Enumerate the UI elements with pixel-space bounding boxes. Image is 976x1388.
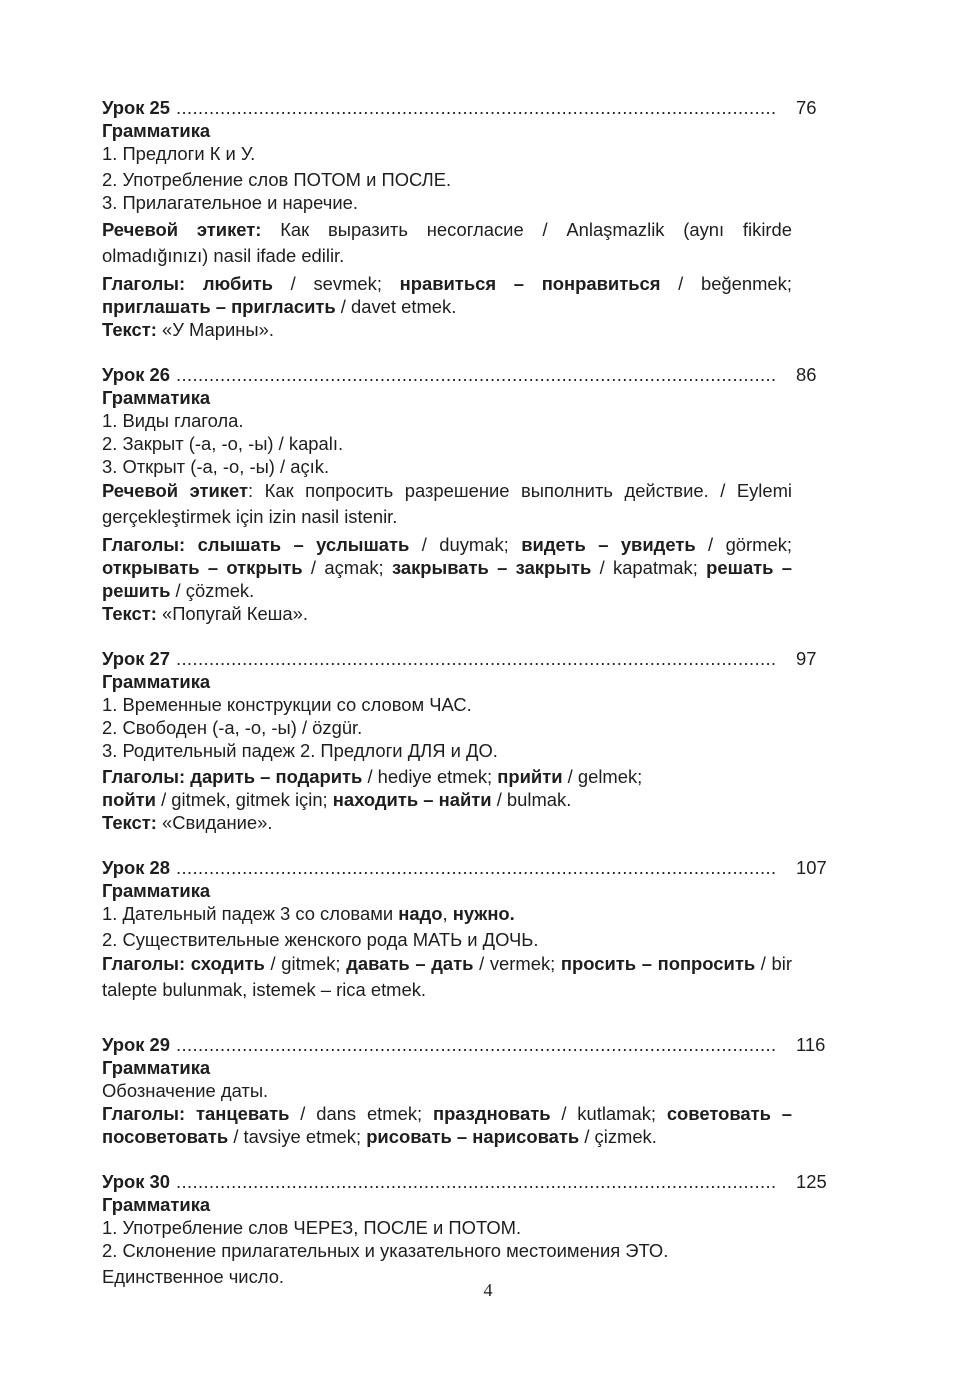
leader-dots <box>176 1170 776 1193</box>
grammar-separator: , <box>442 903 453 924</box>
lesson-page-number: 107 <box>796 857 827 878</box>
lesson-page-number: 97 <box>796 648 817 669</box>
verbs-label: Глаголы: <box>102 766 186 787</box>
lesson-30 <box>102 1170 844 1288</box>
grammar-item <box>102 902 844 925</box>
speech-etiquette <box>102 217 792 269</box>
etiquette-text: Как выразить несогласие / Anlaşmazlik (aynı fikirde olmadığınızı) nasil ifade edilir. <box>102 219 792 266</box>
text-label: Текст: <box>102 812 157 833</box>
lesson-page-number: 125 <box>796 1171 827 1192</box>
lesson-25 <box>102 96 844 341</box>
etiquette-label: Речевой этикет <box>102 480 249 501</box>
grammar-item: 2. Существительные женского рода МАТЬ и ДОЧЬ. <box>102 929 539 950</box>
verbs-label: Глаголы: <box>102 1103 186 1124</box>
verbs-label: Глаголы: <box>102 953 186 974</box>
grammar-item: 1. Употребление слов ЧЕРЕЗ, ПОСЛЕ и ПОТОМ. <box>102 1217 522 1238</box>
grammar-item: 2. Закрыт (-а, -о, -ы) / kapalı. <box>102 433 344 454</box>
verb-ru: пойти <box>102 789 156 810</box>
verbs <box>102 765 844 788</box>
grammar-item: 2. Употребление слов ПОТОМ и ПОСЛЕ. <box>102 169 452 190</box>
lesson-text <box>102 811 844 834</box>
verb-ru: нравиться – понравиться <box>399 273 661 294</box>
verbs <box>102 951 792 1003</box>
etiquette-text: : Как попросить разрешение выполнить действие. / Eylemi gerçekleştirmek için izin nasil istenir. <box>102 480 793 527</box>
verb-ru: советовать – посоветовать <box>102 1103 792 1147</box>
lesson-text <box>102 318 844 341</box>
lesson-heading[interactable] <box>102 96 844 119</box>
lesson-heading[interactable] <box>102 1033 844 1056</box>
lesson-title: Урок 25 <box>102 97 170 118</box>
grammar-item: 1. Временные конструкции со словом ЧАС. <box>102 694 472 715</box>
grammar-heading: Грамматика <box>102 1194 211 1215</box>
lesson-29 <box>102 1033 844 1148</box>
grammar-item: 1. Виды глагола. <box>102 410 244 431</box>
verbs <box>102 272 792 318</box>
lesson-text <box>102 602 844 625</box>
grammar-item: 3. Родительный падеж 2. Предлоги ДЛЯ и ДО. <box>102 740 498 761</box>
leader-dots <box>176 1033 776 1056</box>
lesson-heading[interactable] <box>102 1170 844 1193</box>
etiquette-label: Речевой этикет: <box>102 219 262 240</box>
lesson-page-number: 76 <box>796 97 817 118</box>
verb-tr: / tavsiye etmek; <box>228 1126 367 1147</box>
verb-tr: / beğenmek; <box>660 273 792 294</box>
lesson-page-number: 86 <box>796 364 817 385</box>
speech-etiquette <box>102 478 792 530</box>
verb-ru: видеть – увидеть <box>521 534 696 555</box>
lesson-title: Урок 27 <box>102 648 170 669</box>
lesson-title: Урок 30 <box>102 1171 170 1192</box>
verb-ru: находить – найти <box>332 789 492 810</box>
grammar-heading: Грамматика <box>102 880 211 901</box>
verb-tr: / gitmek, gitmek için; <box>155 789 333 810</box>
grammar-item-text: 1. Дательный падеж 3 со словами <box>102 903 399 924</box>
verbs <box>102 788 844 811</box>
verb-ru: открывать – открыть <box>102 557 303 578</box>
grammar-heading: Грамматика <box>102 1057 211 1078</box>
lesson-page-number: 116 <box>796 1034 826 1055</box>
grammar-keyword: надо <box>398 903 443 924</box>
grammar-item: 3. Открыт (-а, -о, -ы) / açık. <box>102 456 330 477</box>
verb-ru: просить – попросить <box>560 953 756 974</box>
leader-dots <box>176 647 776 670</box>
verb-tr: / gitmek; <box>264 953 347 974</box>
verb-tr: / dans etmek; <box>289 1103 433 1124</box>
verb-tr: / kutlamak; <box>550 1103 667 1124</box>
verb-ru: приглашать – пригласить <box>102 296 336 317</box>
table-of-contents <box>102 96 844 1310</box>
verbs <box>102 1102 792 1148</box>
grammar-heading: Грамматика <box>102 671 211 692</box>
verb-tr: / davet etmek. <box>335 296 457 317</box>
verb-tr: / çizmek. <box>579 1126 657 1147</box>
leader-dots <box>176 96 776 119</box>
verbs-label: Глаголы: <box>102 273 186 294</box>
leader-dots <box>176 856 776 879</box>
lesson-title: Урок 26 <box>102 364 170 385</box>
text-title: «У Марины». <box>156 319 274 340</box>
lesson-heading[interactable] <box>102 856 844 879</box>
verb-tr: / kapatmak; <box>591 557 707 578</box>
grammar-item: 2. Свободен (-а, -о, -ы) / özgür. <box>102 717 363 738</box>
verb-ru: праздновать <box>432 1103 551 1124</box>
lesson-28 <box>102 856 844 1003</box>
verb-tr: / hediye etmek; <box>362 766 498 787</box>
verb-ru: дарить – подарить <box>190 766 363 787</box>
grammar-heading: Грамматика <box>102 120 211 141</box>
verb-tr: / gelmek; <box>562 766 643 787</box>
text-title: «Свидание». <box>156 812 273 833</box>
verb-tr: / bulmak. <box>491 789 572 810</box>
grammar-heading: Грамматика <box>102 387 211 408</box>
verb-ru: танцевать <box>195 1103 290 1124</box>
grammar-item: 2. Склонение прилагательных и указательного местоимения ЭТО. <box>102 1240 669 1261</box>
verb-tr: / bir talepte bulunmak, istemek – rica etmek. <box>102 953 792 1000</box>
leader-dots <box>176 363 776 386</box>
verb-tr: / duymak; <box>409 534 522 555</box>
verbs-label: Глаголы: <box>102 534 186 555</box>
lesson-title: Урок 29 <box>102 1034 170 1055</box>
lesson-heading[interactable] <box>102 363 844 386</box>
verb-ru: прийти <box>497 766 563 787</box>
verb-tr: / açmak; <box>302 557 392 578</box>
verb-ru: решать – решить <box>102 557 793 601</box>
verb-ru: закрывать – закрыть <box>391 557 592 578</box>
verb-ru: сходить <box>190 953 265 974</box>
verb-ru: рисовать – нарисовать <box>366 1126 580 1147</box>
lesson-26 <box>102 363 844 625</box>
text-label: Текст: <box>102 603 157 624</box>
verb-ru: любить <box>202 273 273 294</box>
lesson-27 <box>102 647 844 834</box>
lesson-heading[interactable] <box>102 647 844 670</box>
page-number: 4 <box>483 1280 493 1300</box>
grammar-item: 3. Прилагательное и наречие. <box>102 192 358 213</box>
verb-tr: / sevmek; <box>272 273 400 294</box>
verb-tr: / vermek; <box>473 953 561 974</box>
grammar-keyword: нужно. <box>452 903 515 924</box>
text-label: Текст: <box>102 319 157 340</box>
grammar-item: Единственное число. <box>102 1266 285 1287</box>
verb-ru: давать – дать <box>346 953 474 974</box>
verbs <box>102 533 792 602</box>
grammar-item: Обозначение даты. <box>102 1080 269 1101</box>
verb-tr: / görmek; <box>695 534 792 555</box>
verb-ru: слышать – услышать <box>197 534 410 555</box>
verb-tr: / çözmek. <box>170 580 255 601</box>
grammar-item: 1. Предлоги К и У. <box>102 143 256 164</box>
lesson-title: Урок 28 <box>102 857 170 878</box>
text-title: «Попугай Кеша». <box>156 603 308 624</box>
